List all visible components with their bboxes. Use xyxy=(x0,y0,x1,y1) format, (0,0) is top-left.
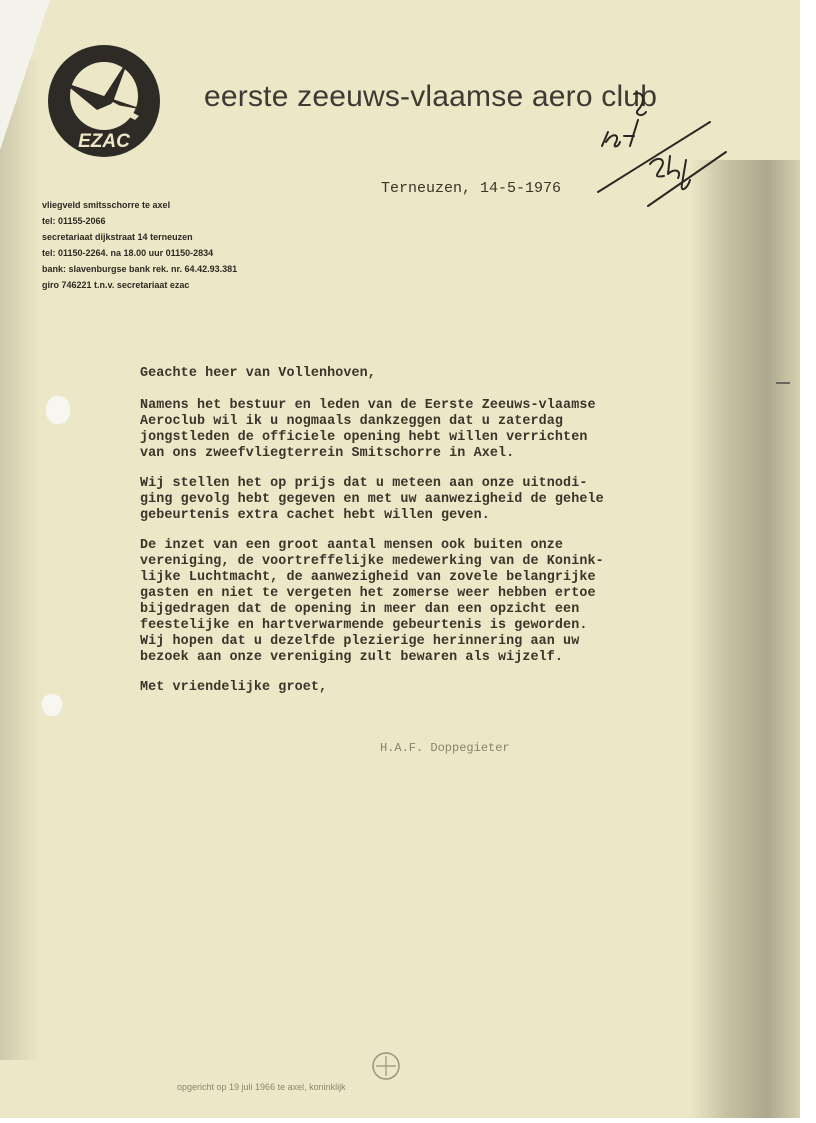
text-line: gasten en niet te vergeten het zomerse weer hebben ertoe xyxy=(140,586,596,601)
text-line: Namens het bestuur en leden van de Eerste Zeeuws-vlaamse xyxy=(140,398,596,413)
handwritten-annotation-icon xyxy=(590,84,730,212)
text-line: feestelijke en hartverwarmende gebeurtenis is geworden. xyxy=(140,618,588,633)
text-line: De inzet van een groot aantal mensen ook buiten onze xyxy=(140,538,564,553)
contact-line: giro 746221 t.n.v. secretariaat ezac xyxy=(42,280,190,290)
paper-shadow-right xyxy=(690,160,800,1118)
logo-text: EZAC xyxy=(78,131,130,152)
text-line: jongstleden de officiele opening hebt willen verrichten xyxy=(140,430,588,445)
punch-hole xyxy=(46,396,70,424)
emblem-icon xyxy=(370,1050,402,1082)
salutation: Geachte heer van Vollenhoven, xyxy=(140,366,376,381)
paragraph xyxy=(140,538,700,666)
date-line: Terneuzen, 14-5-1976 xyxy=(381,180,562,197)
text-line: Wij hopen dat u dezelfde plezierige herinnering aan uw xyxy=(140,634,580,649)
paragraph xyxy=(140,476,700,524)
paragraph xyxy=(140,398,700,462)
contact-line: tel: 01150-2264. na 18.00 uur 01150-2834 xyxy=(42,248,214,258)
contact-line: secretariaat dijkstraat 14 terneuzen xyxy=(42,232,193,242)
founding-footer: opgericht op 19 juli 1966 te axel, koninklijk xyxy=(177,1082,346,1092)
paper-shadow-left xyxy=(0,60,40,1060)
closing: Met vriendelijke groet, xyxy=(140,680,328,695)
text-line: vereniging, de voortreffelijke medewerking van de Konink- xyxy=(140,554,604,569)
text-line: ging gevolg hebt gegeven en met uw aanwezigheid de gehele xyxy=(140,492,604,507)
contact-line: bank: slavenburgse bank rek. nr. 64.42.93.381 xyxy=(42,264,238,274)
club-name-heading: eerste zeeuws-vlaamse aero club xyxy=(204,80,658,113)
folded-corner xyxy=(0,0,50,150)
fold-mark xyxy=(776,382,790,384)
letter-body xyxy=(140,366,700,710)
text-line: lijke Luchtmacht, de aanwezigheid van zovele belangrijke xyxy=(140,570,596,585)
signatory-name: H.A.F. Doppegieter xyxy=(380,741,510,755)
text-line: gebeurtenis extra cachet hebt willen geven. xyxy=(140,508,490,523)
contact-line: tel: 01155-2066 xyxy=(42,216,106,226)
punch-hole xyxy=(42,694,62,716)
text-line: Wij stellen het op prijs dat u meteen aan onze uitnodi- xyxy=(140,476,588,491)
text-line: bezoek aan onze vereniging zult bewaren als wijzelf. xyxy=(140,650,564,665)
text-line: van ons zweefvliegterrein Smitschorre in Axel. xyxy=(140,446,515,461)
contact-line: vliegveld smitsschorre te axel xyxy=(42,200,171,210)
ezac-logo-icon xyxy=(47,44,161,158)
text-line: bijgedragen dat de opening in meer dan een opzicht een xyxy=(140,602,580,617)
contact-block xyxy=(42,197,302,293)
text-line: Aeroclub wil ik u nogmaals dankzeggen dat u zaterdag xyxy=(140,414,564,429)
